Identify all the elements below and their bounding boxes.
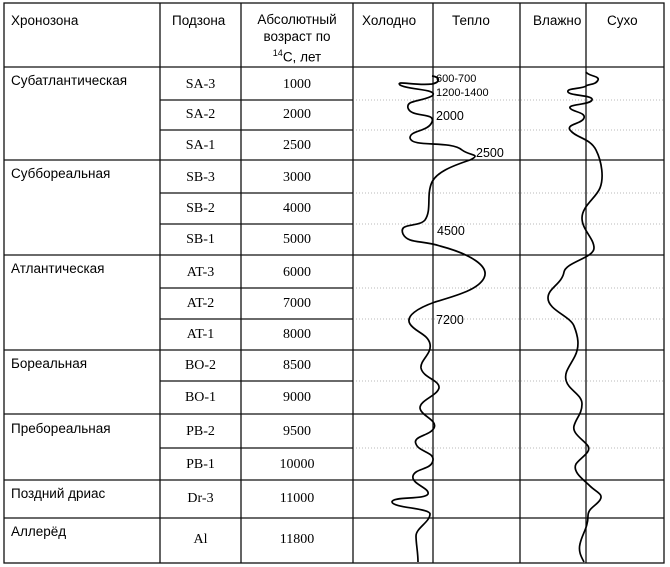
- subzone-code: PB-2: [186, 424, 215, 439]
- chronozone-subatlantic: Субатлантическая: [11, 73, 128, 88]
- header-age-line2: возраст по: [263, 29, 331, 44]
- chronozone-boreal: Бореальная: [11, 356, 88, 371]
- header-cold: Холодно: [362, 13, 417, 28]
- header-age-sup: 14: [272, 48, 283, 58]
- header-age-line1: Абсолютный: [257, 12, 337, 27]
- header-warm: Тепло: [452, 13, 490, 28]
- chronozone-allerod: Аллерёд: [11, 524, 67, 539]
- curve-label: 2000: [436, 109, 464, 123]
- subzone-code: SB-2: [186, 201, 215, 216]
- header-dry: Сухо: [607, 13, 638, 28]
- chronozone-subboreal: Суббореальная: [11, 166, 111, 181]
- subzone-code: SB-3: [186, 170, 215, 185]
- age-value: 11800: [279, 532, 315, 547]
- age-value: 3000: [283, 170, 311, 185]
- subzone-code: SA-3: [185, 77, 216, 92]
- age-value: 2000: [283, 107, 311, 122]
- age-value: 10000: [279, 457, 315, 472]
- age-value: 8500: [283, 358, 311, 373]
- curve-label: 2500: [476, 146, 504, 160]
- subzone-code: SA-1: [185, 138, 216, 153]
- age-value: 7000: [283, 296, 311, 311]
- age-value: 11000: [279, 491, 315, 506]
- chronozone-preboreal: Пребореальная: [11, 421, 111, 436]
- curve-label: 600-700: [436, 73, 477, 85]
- subzone-code: Al: [193, 532, 208, 547]
- subzone-code: AT-2: [186, 296, 215, 311]
- header-age-line3: [241, 45, 353, 66]
- subzone-code: SB-1: [186, 232, 215, 247]
- subzone-code: Dr-3: [187, 491, 214, 506]
- curve-label: 1200-1400: [436, 87, 489, 99]
- subzone-code: BO-2: [184, 358, 217, 373]
- curve-label: 7200: [436, 313, 464, 327]
- age-value: 9500: [283, 424, 311, 439]
- curve-label: 4500: [437, 224, 465, 238]
- age-value: 1000: [283, 77, 311, 92]
- subzone-code: BO-1: [184, 390, 217, 405]
- header-chronozone: Хронозона: [11, 13, 79, 28]
- moisture-curve: [548, 72, 602, 562]
- subzone-code: SA-2: [185, 107, 216, 122]
- age-value: 2500: [283, 138, 311, 153]
- header-wet: Влажно: [533, 13, 582, 28]
- header-subzone: Подзона: [172, 13, 226, 28]
- header-age-unit: С, лет: [282, 49, 322, 65]
- age-value: 9000: [283, 390, 311, 405]
- chronozone-late-dryas: Поздний дриас: [11, 486, 106, 501]
- subzone-code: AT-3: [186, 265, 215, 280]
- age-value: 6000: [283, 265, 311, 280]
- subzone-code: PB-1: [186, 457, 215, 472]
- chronozone-atlantic: Атлантическая: [11, 261, 105, 276]
- age-value: 8000: [283, 327, 311, 342]
- subzone-code: AT-1: [186, 327, 215, 342]
- age-value: 4000: [283, 201, 311, 216]
- age-value: 5000: [283, 232, 311, 247]
